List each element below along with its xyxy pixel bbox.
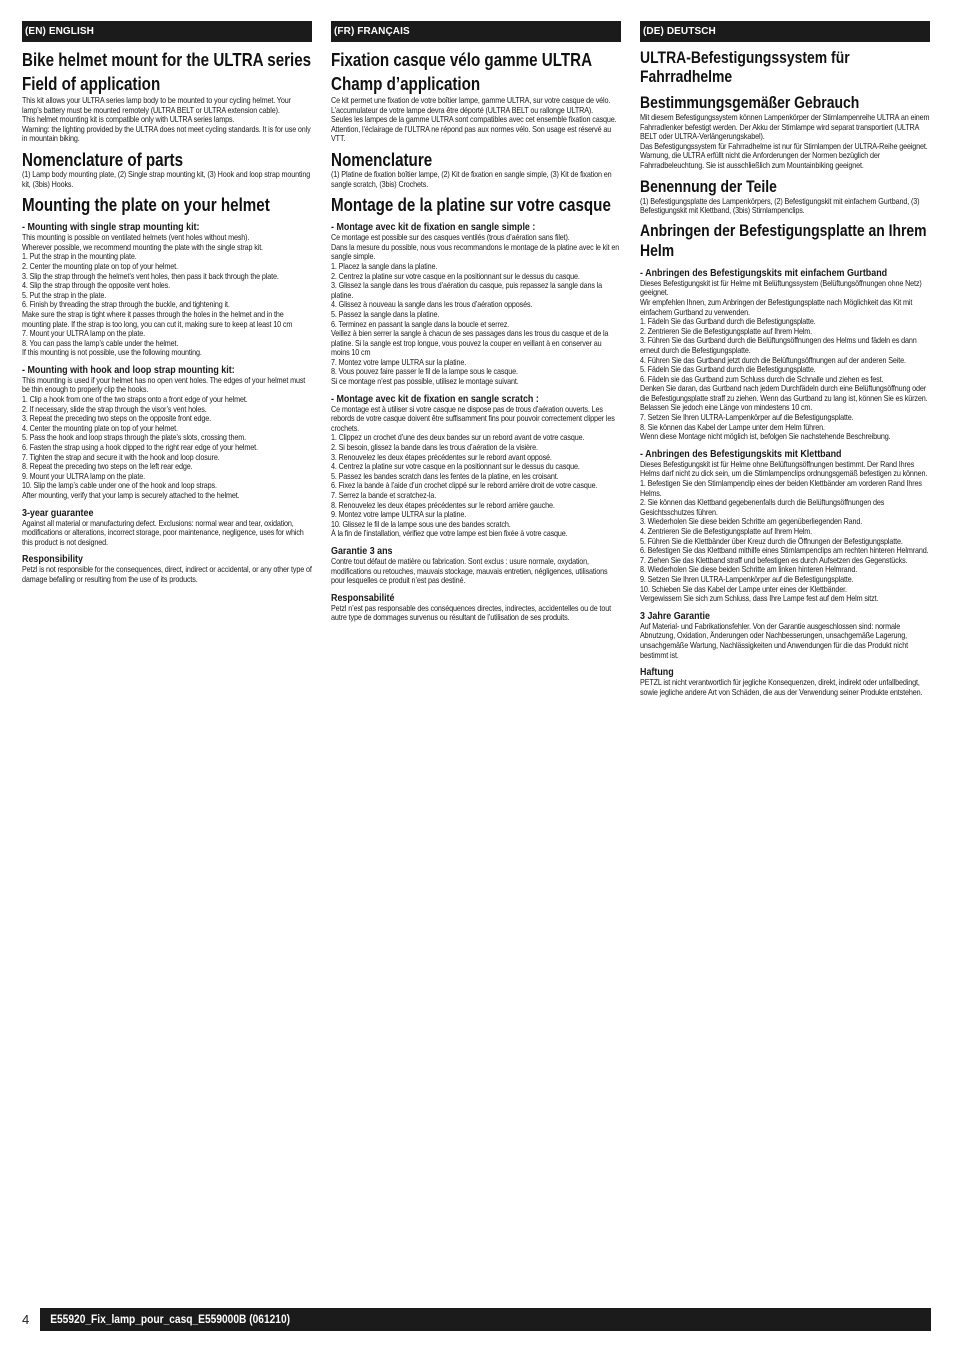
guarantee-text: Contre tout défaut de matière ou fabrication. Sont exclus : usure normale, oxydation, modifications ou retouches, mauvais stockage, mauvais entretien, négligences, utilisations pour lesquelles ce produit n’est pas destiné. [331,556,608,586]
page-number: 4 [22,1312,30,1327]
product-title: Bike helmet mount for the ULTRA series [22,49,312,70]
product-title: ULTRA-Befestigungssystem für Fahrradhelme [640,48,850,86]
guarantee-text: Against all material or manufacturing defect. Exclusions: normal wear and tear, oxidation, modifications or alterations, incorrect storage, poor maintenance, negligence, uses for which this product is not designed. [22,518,304,547]
mounting-heading: Mounting the plate on your helmet [22,194,270,216]
single-strap-heading: - Mounting with single strap mounting kit: [22,221,200,234]
responsibility-text: PETZL ist nicht verantwortlich für jegliche Konsequenzen, direkt, indirekt oder unfallbedingt, sowie jegliche andere Art von Schäden, die aus der Verwendung seiner Produkte entstehen. [640,678,923,697]
hook-loop-text: This mounting is used if your helmet has no open vent holes. The edges of your helmet must be thin enough to properly clip the hooks. 1. Clip a hook from one of the two straps onto a front edge of your helmet. 2. If necessary, slide the strap through the visor’s vent holes. 3. Repeat the preceding two steps on the opposite front edge. 4. Center the mounting plate on top of your helmet. 5. Pass the hook and loop straps through the plate’s slots, crossing them. 6. Fasten the strap using a hook clipped to the right rear edge of your helmet. 7. Tighten the strap and secure it with the hook and loop closure. 8. Repeat the preceding two steps on the left rear edge. 9. Mount your ULTRA lamp on the plate. 10. Slip the lamp’s cable under one of the hook and loop straps. After mounting, verify that your lamp is securely attached to the helmet. [22,375,306,500]
single-strap-text: Dieses Befestigungskit ist für Helme mit Belüftungssystem (Belüftungsöffnungen ohne Netz) geeignet. Wir empfehlen Ihnen, zum Anbringen der Befestigungsplatte nach Möglichkeit das Kit mit einfachem Gurtband zu verwenden. 1. Fädeln Sie das Gurtband durch die Befestigungsplatte. 2. Zentrieren Sie die Befestigungsplatte auf Ihrem Helm. 3. Führen Sie das Gurtband durch die Belüftungsöffnungen des Helms und fädeln es dann erneut durch die Befestigungsplatte. 4. Führen Sie das Gurtband jetzt durch die Belüftungsöffnungen auf der anderen Seite. 5. Fädeln Sie das Gurtband durch die Befestigungsplatte. 6. Fädeln sie das Gurtband zum Schluss durch die Schnalle und ziehen es fest. Denken Sie daran, das Gurtband nach jedem Durchfädeln durch eine Belüftungsöffnung oder die Befestigungsplatte straff zu ziehen. Wenn das Gurtband zu lang ist, können Sie es kürzen. Belassen Sie jedoch eine Länge von mindestens 10 cm. 7. Setzen Sie Ihren ULTRA-Lampenkörper auf die Befestigungsplatte. 8. Sie können das Kabel der Lampe unter dem Helm führen. Wenn diese Montage nicht möglich ist, befolgen Sie nachstehende Beschreibung. [640,278,928,442]
hook-loop-text: Ce montage est à utiliser si votre casque ne dispose pas de trous d’aération ouverts. Les rebords de votre casque doivent être suffisamment fins pour pouvoir correctement clipper les crochets. 1. Clippez un crochet d’une des deux bandes sur un rebord avant de votre casque. 2. Si besoin, glissez la bande dans les trous d’aération de la visière. 3. Renouvelez les deux étapes précédentes sur le rebord avant opposé. 4. Centrez la platine sur votre casque en la positionnant sur le dessus du casque. 5. Passez les bandes scratch dans les fentes de la platine, en les croisant. 6. Fixez la bande à l’aide d’un crochet clippé sur le rebord arrière droit de votre casque. 7. Serrez la bande et scratchez-la. 8. Renouvelez les deux étapes précédentes sur le rebord arrière gauche. 9. Montez votre lampe ULTRA sur la platine. 10. Glissez le fil de la lampe sous une des bandes scratch. À la fin de l’installation, vérifiez que votre lampe est bien fixée à votre casque. [331,404,615,539]
responsibility-heading: Responsibility [22,553,84,566]
field-of-application-heading: Champ d’application [331,73,481,94]
single-strap-text: This mounting is possible on ventilated helmets (vent holes without mesh). Wherever possible, we recommend mounting the plate with the single strap kit. 1. Put the strap in the mounting plate. 2. Center the mounting plate on top of your helmet. 3. Slip the strap through the helmet’s vent holes, then pass it back through the plate. 4. Slip the strap through the opposite vent holes. 5. Put the strap in the plate. 6. Finish by threading the strap through the buckle, and tightening it. Make sure the strap is tight where it passes through the holes in the helmet and in the mounting plate. If the strap is too long, you can cut it, making sure to keep at least 10 cm 7. Mount your ULTRA lamp on the plate. 8. You can pass the lamp’s cable under the helmet. If this mounting is not possible, use the following mounting. [22,233,293,358]
language-header: (DE) DEUTSCH [640,21,930,42]
hook-loop-text: Dieses Befestigungskit ist für Helme ohne Belüftungsöffnungen bestimmt. Der Rand Ihres Helms darf nicht zu dick sein, um die Stirnlampenclips ordnungsgemäß befestigen zu können. 1. Befestigen Sie den Stirnlampenclip eines der beiden Klettbänder am vorderen Rand Ihres Helms. 2. Sie können das Klettband gegebenenfalls durch die Belüftungsöffnungen des Gesichtsschutzes führen. 3. Wiederholen Sie diese beiden Schritte am gegenüberliegenden Rand. 4. Zentrieren Sie die Befestigungsplatte auf Ihrem Helm. 5. Führen Sie die Klettbänder über Kreuz durch die Öffnungen der Befestigungsplatte. 6. Befestigen Sie das Klettband mithilfe eines Stirnlampenclips am rechten hinteren Helmrand. 7. Ziehen Sie das Klettband straff und befestigen es durch Aufsetzen des Gegenstücks. 8. Wiederholen Sie diese beiden Schritte am linken hinteren Helmrand. 9. Setzen Sie Ihren ULTRA-Lampenkörper auf die Befestigungsplatte. 10. Schieben Sie das Kabel der Lampe unter eines der Klettbänder. Vergewissern Sie sich zum Schluss, dass Ihre Lampe fest auf dem Helm sitzt. [640,459,929,604]
field-of-application-heading: Field of application [22,73,161,94]
single-strap-heading: - Montage avec kit de fixation en sangle simple : [331,221,536,234]
guarantee-text: Auf Material- und Fabrikationsfehler. Von der Garantie ausgeschlossen sind: normale Abnutzung, Oxidation, Änderungen oder Nachbesserungen, unsachgemäße Lagerung, unsachgemäße Wartung, Nachlässigkeiten und Anwendungen für die das Produkt nicht bestimmt ist. [640,621,908,660]
responsibility-text: Petzl is not responsible for the consequences, direct, indirect or accidental, or any other type of damage befalling or resulting from the use of its products. [22,565,312,584]
nomenclature-text: (1) Platine de fixation boîtier lampe, (2) Kit de fixation en sangle simple, (3) Kit de fixation en sangle scratch, (3bis) Crochets. [331,169,612,189]
hook-loop-heading: - Montage avec kit de fixation en sangle scratch : [331,392,539,405]
field-of-application-text: Ce kit permet une fixation de votre boîtier lampe, gamme ULTRA, sur votre casque de vélo. L’accumulateur de votre lampe devra être déporté (ULTRA BELT ou rallonge ULTRA). Seules les lampes de la gamme ULTRA sont compatibles avec cet ensemble fixation casque. Attention, l’éclairage de l’ULTRA ne répond pas aux normes vélo. Son usage est réservé au VTT. [331,96,617,144]
guarantee-heading: Garantie 3 ans [331,544,393,557]
language-header: (FR) FRANÇAIS [331,21,621,42]
document-reference: E55920_Fix_lamp_pour_casq_E559000B (061210) [50,1312,291,1326]
language-header: (EN) ENGLISH [22,21,312,42]
single-strap-heading: - Anbringen des Befestigungskits mit einfachem Gurtband [640,266,888,279]
single-strap-text: Ce montage est possible sur des casques ventilés (trous d’aération sans filet). Dans la mesure du possible, nous vous recommandons le montage de la platine avec le kit en sangle simple. 1. Placez la sangle dans la platine. 2. Centrez la platine sur votre casque en la positionnant sur le dessus du casque. 3. Glissez la sangle dans les trous d’aération du casque, puis repassez la sangle dans la platine. 4. Glissez à nouveau la sangle dans les trous d’aération opposés. 5. Passez la sangle dans la platine. 6. Terminez en passant la sangle dans la boucle et serrez. Veillez à bien serrer la sangle à chacun de ses passages dans les trous du casque et de la platine. Si la sangle est trop longue, vous pouvez la couper en veillant à en conserver au moins 10 cm 7. Montez votre lampe ULTRA sur la platine. 8. Vous pouvez faire passer le fil de la lampe sous le casque. Si ce montage n’est pas possible, utilisez le montage suivant. [331,233,620,387]
mounting-heading: Anbringen der Befestigungsplatte an Ihrem Helm [640,220,927,260]
hook-loop-heading: - Mounting with hook and loop strap mounting kit: [22,363,235,376]
column-german [640,21,930,697]
column-english [22,21,312,585]
responsibility-text: Petzl n’est pas responsable des conséquences directes, indirectes, accidentelles ou de tout autre type de dommages survenus ou résultant de l’utilisation de ses produits. [331,603,611,623]
responsibility-heading: Haftung [640,666,674,679]
mounting-heading: Montage de la platine sur votre casque [331,194,611,216]
guarantee-heading: 3 Jahre Garantie [640,609,710,622]
nomenclature-text: (1) Befestigungsplatte des Lampenkörpers, (2) Befestigungskit mit einfachem Gurtband, (3) Befestigungskit mit Klettband, (3bis) Stirnlampenclips. [640,196,920,216]
field-of-application-text: Mit diesem Befestigungssystem können Lampenkörper der Stirnlampenreihe ULTRA an einem Fahrradlenker befestigt werden. Der Akku der Stirnlampe wird separat transportiert (ULTRA BELT oder ULTRA-Verlängerungskabel). Das Befestigungssystem für Fahrradhelme ist nur für Stirnlampen der ULTRA-Reihe geeignet. Warnung, die ULTRA erfüllt nicht die Anforderungen der Normen bezüglich der Fahrradbeleuchtung. Sie ist ausschließlich zum Mountainbiking geeignet. [640,113,930,170]
footer-bar [40,1308,931,1331]
nomenclature-text: (1) Lamp body mounting plate, (2) Single strap mounting kit, (3) Hook and loop strap mounting kit, (3bis) Hooks. [22,169,311,189]
responsibility-heading: Responsabilité [331,591,395,604]
field-of-application-heading: Bestimmungsgemäßer Gebrauch [640,93,860,112]
product-title: Fixation casque vélo gamme ULTRA [331,49,593,70]
guarantee-heading: 3-year guarantee [22,506,94,519]
hook-loop-heading: - Anbringen des Befestigungskits mit Klettband [640,447,842,460]
nomenclature-heading: Benennung der Teile [640,176,777,196]
field-of-application-text: This kit allows your ULTRA series lamp body to be mounted to your cycling helmet. Your lamp’s battery must be mounted remotely (ULTRA BELT or ULTRA extension cable). This helmet mounting kit is compatible only with ULTRA series lamps. Warning: the lighting provided by the ULTRA does not meet cycling standards. It is for use only in mountain biking. [22,96,311,144]
nomenclature-heading: Nomenclature [331,148,433,170]
nomenclature-heading: Nomenclature of parts [22,148,184,170]
column-french [331,21,621,623]
